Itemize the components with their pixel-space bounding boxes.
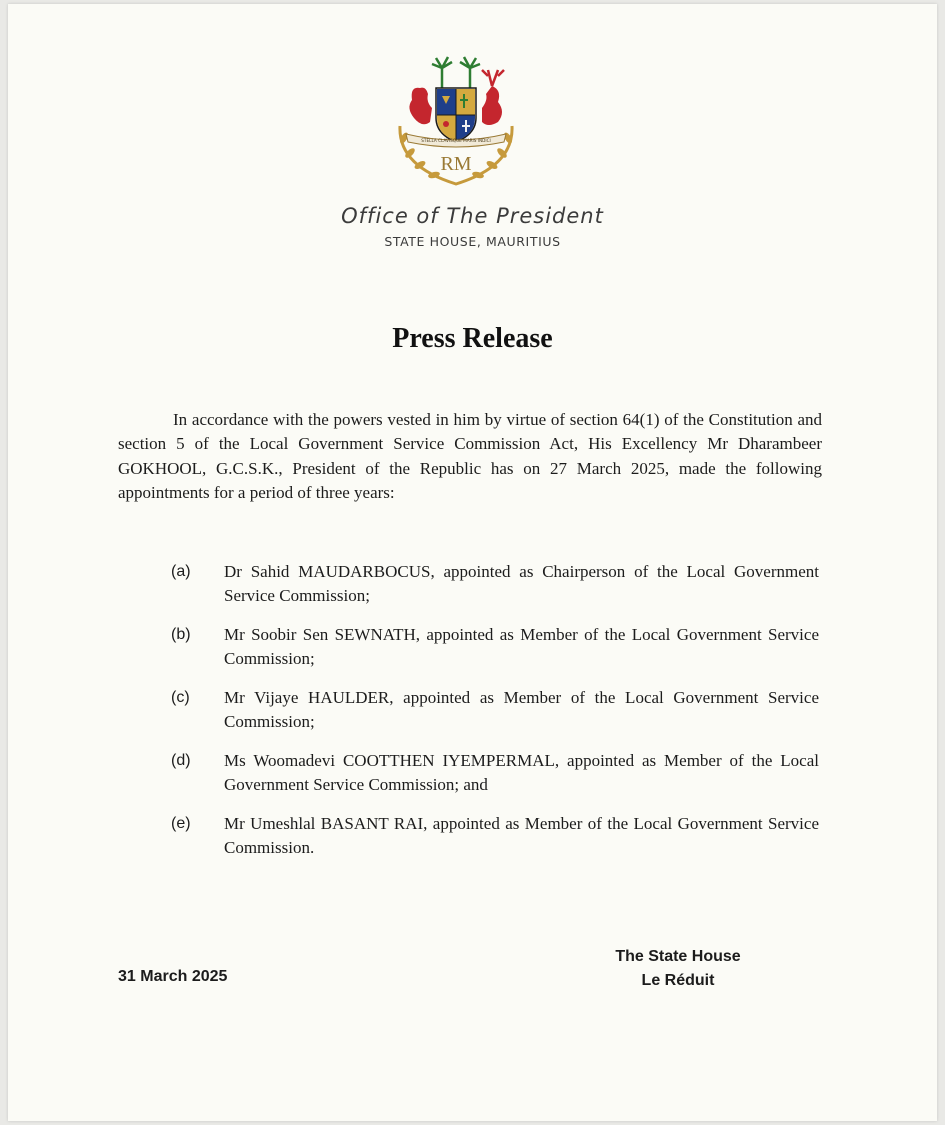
appointment-text: Mr Soobir Sen SEWNATH, appointed as Member of the Local Government Service Commission; — [224, 625, 819, 668]
appointment-text: Dr Sahid MAUDARBOCUS, appointed as Chairperson of the Local Government Service Commission; — [224, 562, 819, 605]
issuer-address — [588, 945, 768, 993]
appointment-label: (a) — [171, 563, 191, 580]
appointment-text: Mr Umeshlal BASANT RAI, appointed as Member of the Local Government Service Commission. — [224, 814, 819, 857]
appointment-label: (e) — [171, 815, 191, 832]
appointment-text: Ms Woomadevi COOTTHEN IYEMPERMAL, appointed as Member of the Local Government Service Commission; and — [224, 751, 819, 794]
appointment-text: Mr Vijaye HAULDER, appointed as Member of the Local Government Service Commission; — [224, 688, 819, 731]
coat-of-arms-logo — [380, 56, 532, 194]
appointment-label: (b) — [171, 626, 191, 643]
office-subtitle: STATE HOUSE, MAURITIUS — [384, 234, 561, 249]
press-release-title: Press Release — [392, 323, 553, 354]
appointment-item-a — [171, 560, 819, 607]
intro-paragraph: In accordance with the powers vested in him by virtue of section 64(1) of the Constitution and section 5 of the Local Government Service Commission Act, His Excellency Mr Dharambeer GOKHOOL, G.C.S.K., President of the Republic has on 27 March 2025, made the following appointments for a period of three years: — [118, 410, 822, 502]
appointment-label: (d) — [171, 752, 191, 769]
appointment-item-c — [171, 686, 819, 733]
appointment-label: (c) — [171, 689, 190, 706]
crest-motto-text: STELLA CLAVISQUE MARIS INDICI — [421, 138, 491, 143]
appointment-item-e — [171, 812, 819, 859]
document-page — [8, 4, 937, 1121]
appointment-item-b — [171, 623, 819, 670]
release-date: 31 March 2025 — [118, 968, 228, 985]
address-line-1: The State House — [615, 948, 741, 965]
crest-monogram-text: RM — [440, 153, 472, 175]
address-line-2: Le Réduit — [641, 972, 715, 989]
appointment-item-d — [171, 749, 819, 796]
office-title: Office of The President — [341, 204, 604, 228]
